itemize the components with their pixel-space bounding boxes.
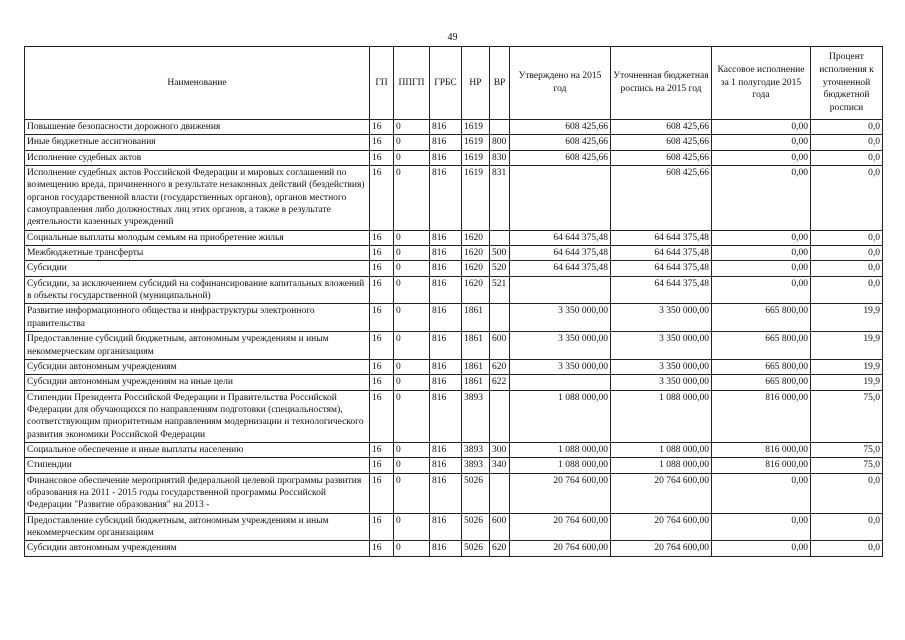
- cell-nr: 1620: [462, 230, 490, 245]
- cell-refined: 608 425,66: [611, 135, 712, 150]
- table-row: [25, 276, 883, 304]
- cell-name: Исполнение судебных актов Российской Федерации и мировых соглашений по возмещению вреда, причиненного в результате незаконных действий (бездействия) органов государственной власти (государственных органов), органов местного самоуправления либо должностных лиц этих органов, а также в результате деятельности казенных учреждений: [25, 166, 370, 231]
- cell-ppgp: 0: [394, 375, 430, 390]
- cell-gp: 16: [370, 442, 394, 457]
- cell-approved: 1 088 000,00: [510, 442, 611, 457]
- cell-cash: 665 800,00: [712, 359, 811, 374]
- cell-cash: 0,00: [712, 135, 811, 150]
- cell-refined: 3 350 000,00: [611, 304, 712, 332]
- table-row: [25, 246, 883, 261]
- cell-refined: 3 350 000,00: [611, 375, 712, 390]
- cell-refined: 3 350 000,00: [611, 359, 712, 374]
- cell-percent: 19,9: [811, 359, 883, 374]
- cell-vr: [490, 473, 510, 513]
- cell-percent: 0,0: [811, 120, 883, 135]
- cell-approved: 3 350 000,00: [510, 304, 611, 332]
- cell-vr: 622: [490, 375, 510, 390]
- cell-ppgp: 0: [394, 458, 430, 473]
- header-grbs: ГРБС: [430, 47, 462, 120]
- cell-nr: 1620: [462, 276, 490, 304]
- cell-grbs: 816: [430, 246, 462, 261]
- cell-nr: 1861: [462, 375, 490, 390]
- cell-approved: 64 644 375,48: [510, 246, 611, 261]
- cell-percent: 19,9: [811, 304, 883, 332]
- table-row: [25, 513, 883, 541]
- cell-name: Стипендии Президента Российской Федерации и Правительства Российской Федерации для обучающихся по направлениям подготовки (специальностям), соответствующим приоритетным направлениям модернизации и технологического развития экономики Российской Федерации: [25, 390, 370, 442]
- cell-ppgp: 0: [394, 473, 430, 513]
- cell-approved: 1 088 000,00: [510, 390, 611, 442]
- cell-cash: 0,00: [712, 541, 811, 556]
- cell-approved: 608 425,66: [510, 150, 611, 165]
- cell-vr: [490, 304, 510, 332]
- cell-gp: 16: [370, 135, 394, 150]
- cell-refined: 64 644 375,48: [611, 230, 712, 245]
- cell-approved: [510, 166, 611, 231]
- cell-cash: 0,00: [712, 166, 811, 231]
- cell-cash: 0,00: [712, 261, 811, 276]
- cell-gp: 16: [370, 473, 394, 513]
- cell-ppgp: 0: [394, 120, 430, 135]
- cell-gp: 16: [370, 120, 394, 135]
- cell-percent: 0,0: [811, 246, 883, 261]
- cell-name: Стипендии: [25, 458, 370, 473]
- cell-vr: [490, 120, 510, 135]
- cell-gp: 16: [370, 513, 394, 541]
- cell-refined: 64 644 375,48: [611, 276, 712, 304]
- cell-name: Субсидии автономным учреждениям: [25, 359, 370, 374]
- cell-percent: 75,0: [811, 458, 883, 473]
- table-header-row: [25, 47, 883, 120]
- cell-percent: 19,9: [811, 332, 883, 360]
- cell-nr: 1619: [462, 120, 490, 135]
- cell-vr: [490, 230, 510, 245]
- cell-ppgp: 0: [394, 390, 430, 442]
- cell-approved: 20 764 600,00: [510, 473, 611, 513]
- header-nr: НР: [462, 47, 490, 120]
- cell-ppgp: 0: [394, 513, 430, 541]
- table-row: [25, 458, 883, 473]
- cell-nr: 5026: [462, 513, 490, 541]
- cell-ppgp: 0: [394, 150, 430, 165]
- cell-ppgp: 0: [394, 230, 430, 245]
- header-name: Наименование: [25, 47, 370, 120]
- cell-refined: 608 425,66: [611, 166, 712, 231]
- header-refined: Уточненная бюджетная роспись на 2015 год: [611, 47, 712, 120]
- cell-approved: 608 425,66: [510, 120, 611, 135]
- cell-refined: 608 425,66: [611, 150, 712, 165]
- cell-nr: 1861: [462, 332, 490, 360]
- page-number: 49: [447, 32, 458, 43]
- table-row: [25, 332, 883, 360]
- cell-grbs: 816: [430, 375, 462, 390]
- cell-percent: 0,0: [811, 261, 883, 276]
- table-row: [25, 375, 883, 390]
- cell-nr: 5026: [462, 473, 490, 513]
- cell-name: Финансовое обеспечение мероприятий федеральной целевой программы развития образования на 2011 - 2015 годы государственной программы Российской Федерации "Развитие образования" на 2013 -: [25, 473, 370, 513]
- cell-name: Субсидии автономным учреждениям на иные цели: [25, 375, 370, 390]
- table-row: [25, 135, 883, 150]
- cell-refined: 1 088 000,00: [611, 442, 712, 457]
- cell-percent: 0,0: [811, 135, 883, 150]
- cell-ppgp: 0: [394, 442, 430, 457]
- cell-refined: 20 764 600,00: [611, 513, 712, 541]
- cell-approved: 608 425,66: [510, 135, 611, 150]
- cell-cash: 816 000,00: [712, 458, 811, 473]
- cell-vr: 521: [490, 276, 510, 304]
- cell-nr: 1861: [462, 359, 490, 374]
- cell-cash: 0,00: [712, 473, 811, 513]
- cell-percent: 75,0: [811, 390, 883, 442]
- cell-approved: 3 350 000,00: [510, 359, 611, 374]
- header-gp: ГП: [370, 47, 394, 120]
- cell-cash: 0,00: [712, 246, 811, 261]
- cell-name: Субсидии: [25, 261, 370, 276]
- cell-name: Повышение безопасности дорожного движения: [25, 120, 370, 135]
- cell-nr: 1619: [462, 166, 490, 231]
- cell-cash: 665 800,00: [712, 375, 811, 390]
- cell-approved: 64 644 375,48: [510, 261, 611, 276]
- cell-approved: 1 088 000,00: [510, 458, 611, 473]
- table-row: [25, 261, 883, 276]
- table-row: [25, 150, 883, 165]
- cell-refined: 20 764 600,00: [611, 541, 712, 556]
- cell-grbs: 816: [430, 261, 462, 276]
- cell-refined: 3 350 000,00: [611, 332, 712, 360]
- cell-grbs: 816: [430, 473, 462, 513]
- header-vr: ВР: [490, 47, 510, 120]
- cell-gp: 16: [370, 304, 394, 332]
- cell-name: Социальные выплаты молодым семьям на приобретение жилья: [25, 230, 370, 245]
- cell-vr: 831: [490, 166, 510, 231]
- cell-grbs: 816: [430, 166, 462, 231]
- cell-cash: 665 800,00: [712, 304, 811, 332]
- cell-name: Межбюджетные трансферты: [25, 246, 370, 261]
- cell-ppgp: 0: [394, 135, 430, 150]
- cell-nr: 5026: [462, 541, 490, 556]
- cell-approved: [510, 276, 611, 304]
- header-cash: Кассовое исполнение за 1 полугодие 2015 года: [712, 47, 811, 120]
- cell-grbs: 816: [430, 359, 462, 374]
- cell-ppgp: 0: [394, 166, 430, 231]
- cell-ppgp: 0: [394, 261, 430, 276]
- cell-vr: 340: [490, 458, 510, 473]
- cell-cash: 0,00: [712, 230, 811, 245]
- cell-gp: 16: [370, 458, 394, 473]
- cell-refined: 608 425,66: [611, 120, 712, 135]
- table-row: [25, 442, 883, 457]
- cell-gp: 16: [370, 150, 394, 165]
- cell-gp: 16: [370, 246, 394, 261]
- cell-name: Иные бюджетные ассигнования: [25, 135, 370, 150]
- cell-grbs: 816: [430, 304, 462, 332]
- cell-vr: 830: [490, 150, 510, 165]
- cell-ppgp: 0: [394, 246, 430, 261]
- cell-cash: 0,00: [712, 150, 811, 165]
- cell-gp: 16: [370, 230, 394, 245]
- header-approved: Утверждено на 2015 год: [510, 47, 611, 120]
- cell-name: Развитие информационного общества и инфраструктуры электронного правительства: [25, 304, 370, 332]
- cell-gp: 16: [370, 390, 394, 442]
- cell-percent: 75,0: [811, 442, 883, 457]
- cell-vr: 620: [490, 541, 510, 556]
- cell-nr: 3893: [462, 390, 490, 442]
- cell-vr: 600: [490, 332, 510, 360]
- cell-approved: 64 644 375,48: [510, 230, 611, 245]
- cell-vr: [490, 390, 510, 442]
- cell-nr: 1620: [462, 246, 490, 261]
- cell-percent: 19,9: [811, 375, 883, 390]
- cell-nr: 1620: [462, 261, 490, 276]
- cell-vr: 500: [490, 246, 510, 261]
- cell-nr: 1619: [462, 135, 490, 150]
- cell-nr: 3893: [462, 442, 490, 457]
- cell-grbs: 816: [430, 541, 462, 556]
- budget-table: [24, 46, 883, 557]
- cell-gp: 16: [370, 375, 394, 390]
- cell-gp: 16: [370, 541, 394, 556]
- cell-approved: 20 764 600,00: [510, 541, 611, 556]
- cell-grbs: 816: [430, 276, 462, 304]
- cell-cash: 665 800,00: [712, 332, 811, 360]
- table-row: [25, 166, 883, 231]
- cell-nr: 3893: [462, 458, 490, 473]
- cell-cash: 0,00: [712, 513, 811, 541]
- cell-approved: 20 764 600,00: [510, 513, 611, 541]
- cell-name: Предоставление субсидий бюджетным, автономным учреждениям и иным некоммерческим организациям: [25, 513, 370, 541]
- cell-vr: 300: [490, 442, 510, 457]
- cell-name: Субсидии, за исключением субсидий на софинансирование капитальных вложений в объекты государственной (муниципальной): [25, 276, 370, 304]
- cell-grbs: 816: [430, 120, 462, 135]
- cell-vr: 600: [490, 513, 510, 541]
- cell-ppgp: 0: [394, 359, 430, 374]
- cell-vr: 620: [490, 359, 510, 374]
- cell-gp: 16: [370, 332, 394, 360]
- cell-percent: 0,0: [811, 276, 883, 304]
- cell-percent: 0,0: [811, 513, 883, 541]
- cell-ppgp: 0: [394, 276, 430, 304]
- table-row: [25, 390, 883, 442]
- cell-percent: 0,0: [811, 150, 883, 165]
- cell-approved: 3 350 000,00: [510, 332, 611, 360]
- table-row: [25, 541, 883, 556]
- cell-name: Исполнение судебных актов: [25, 150, 370, 165]
- cell-approved: [510, 375, 611, 390]
- cell-ppgp: 0: [394, 541, 430, 556]
- cell-grbs: 816: [430, 442, 462, 457]
- cell-name: Субсидии автономным учреждениям: [25, 541, 370, 556]
- cell-vr: 800: [490, 135, 510, 150]
- table-row: [25, 473, 883, 513]
- cell-percent: 0,0: [811, 473, 883, 513]
- table-row: [25, 230, 883, 245]
- cell-gp: 16: [370, 166, 394, 231]
- cell-refined: 1 088 000,00: [611, 390, 712, 442]
- cell-grbs: 816: [430, 150, 462, 165]
- cell-nr: 1861: [462, 304, 490, 332]
- cell-cash: 0,00: [712, 120, 811, 135]
- cell-grbs: 816: [430, 230, 462, 245]
- cell-refined: 64 644 375,48: [611, 261, 712, 276]
- cell-name: Предоставление субсидий бюджетным, автономным учреждениям и иным некоммерческим организациям: [25, 332, 370, 360]
- cell-percent: 0,0: [811, 166, 883, 231]
- cell-name: Социальное обеспечение и иные выплаты населению: [25, 442, 370, 457]
- cell-gp: 16: [370, 261, 394, 276]
- cell-nr: 1619: [462, 150, 490, 165]
- cell-refined: 20 764 600,00: [611, 473, 712, 513]
- cell-vr: 520: [490, 261, 510, 276]
- header-percent: Процент исполнения к уточненной бюджетной росписи: [811, 47, 883, 120]
- cell-grbs: 816: [430, 458, 462, 473]
- cell-cash: 816 000,00: [712, 442, 811, 457]
- cell-cash: 816 000,00: [712, 390, 811, 442]
- cell-percent: 0,0: [811, 230, 883, 245]
- cell-grbs: 816: [430, 513, 462, 541]
- cell-ppgp: 0: [394, 304, 430, 332]
- table-row: [25, 120, 883, 135]
- table-row: [25, 359, 883, 374]
- cell-grbs: 816: [430, 332, 462, 360]
- cell-grbs: 816: [430, 390, 462, 442]
- cell-gp: 16: [370, 359, 394, 374]
- cell-gp: 16: [370, 276, 394, 304]
- cell-refined: 1 088 000,00: [611, 458, 712, 473]
- cell-cash: 0,00: [712, 276, 811, 304]
- cell-grbs: 816: [430, 135, 462, 150]
- cell-ppgp: 0: [394, 332, 430, 360]
- table-row: [25, 304, 883, 332]
- cell-percent: 0,0: [811, 541, 883, 556]
- cell-refined: 64 644 375,48: [611, 246, 712, 261]
- header-ppgp: ППГП: [394, 47, 430, 120]
